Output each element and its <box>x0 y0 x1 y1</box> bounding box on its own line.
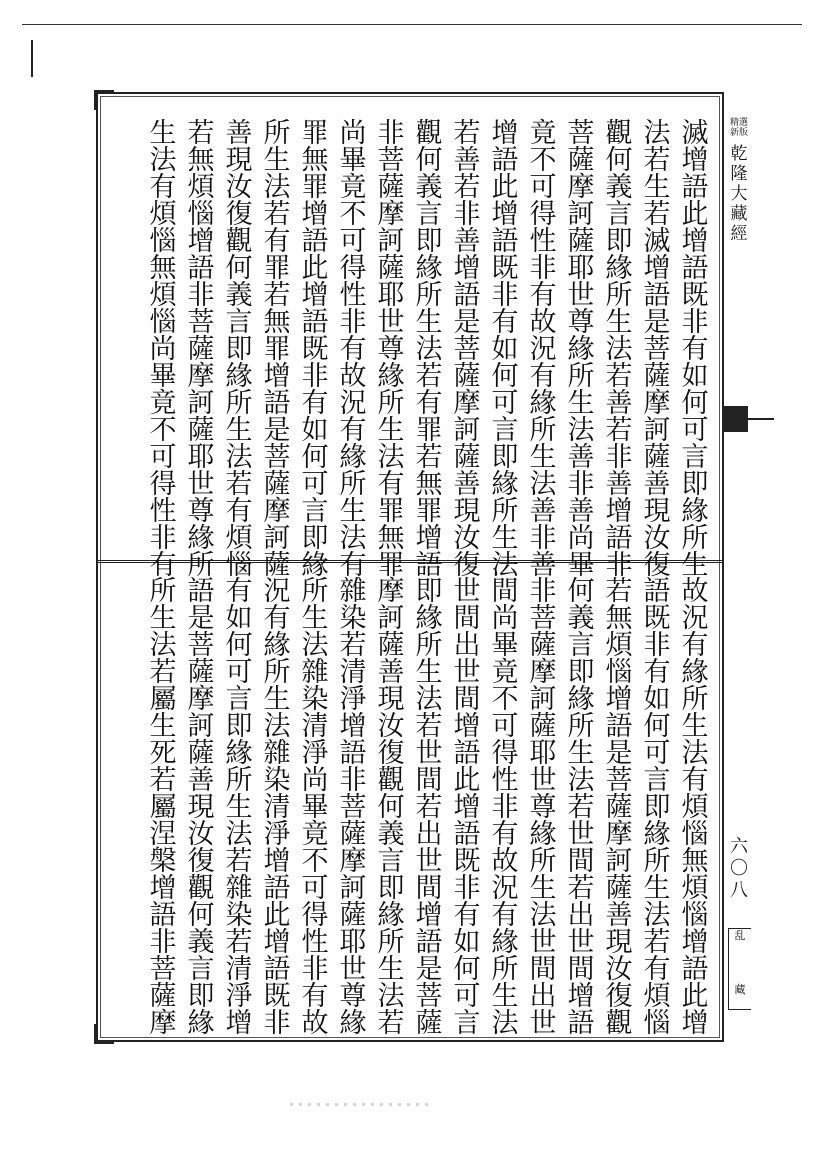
volume-box <box>728 928 751 1010</box>
text-column: 所生法若有罪若無罪增語是菩薩摩訶薩 <box>263 118 291 581</box>
book-title: 乾隆大藏經 <box>730 144 748 244</box>
text-column: 增語此增語既非有如何可言即緣所生法 <box>491 118 519 581</box>
text-column: 所生法若屬生死若屬涅槃增語非菩薩摩 <box>149 576 177 1039</box>
text-column: 滅增語此增語既非有如何可言即緣所生 <box>681 118 709 581</box>
text-column: 尚畢竟不可得性非有故況有緣所生法有 <box>339 118 367 581</box>
text-column: 非菩薩摩訶薩耶世尊緣所生法有罪無罪 <box>377 118 405 581</box>
text-column: 雜染若清淨增語非菩薩摩訶薩耶世尊緣 <box>339 576 367 1039</box>
text-column: 何義言即緣所生法若世間若出世間增語 <box>567 576 595 1039</box>
text-column: 菩薩摩訶薩耶世尊緣所生法善非善尚畢 <box>567 118 595 581</box>
text-column: 觀何義言即緣所生法若善若非善增語非 <box>605 118 633 581</box>
text-column: 若無煩惱增語是菩薩摩訶薩善現汝復觀 <box>605 576 633 1039</box>
text-column: 語既非有如何可言即緣所生法若有煩惱 <box>643 576 671 1039</box>
text-column: 非菩薩摩訶薩耶世尊緣所生法世間出世 <box>529 576 557 1039</box>
binding-mark <box>31 40 33 77</box>
fish-tail-line <box>724 418 774 420</box>
text-column: 即緣所生法若世間若出世間增語是菩薩 <box>415 576 443 1039</box>
text-column: 罪無罪增語此增語既非有如何可言即緣 <box>301 118 329 581</box>
text-column: 若無煩惱增語非菩薩摩訶薩耶世尊緣所 <box>187 118 215 581</box>
text-column: 善現汝復觀何義言即緣所生法若有煩惱 <box>225 118 253 581</box>
text-column: 故況有緣所生法有煩惱無煩惱增語此增 <box>681 576 709 1039</box>
text-column: 摩訶薩善現汝復觀何義言即緣所生法若 <box>377 576 405 1039</box>
volume-char-top: 乱 <box>734 929 746 942</box>
volume-char-bottom: 藏 <box>734 983 746 996</box>
text-column: 況有緣所生法雜染清淨增語此增語既非 <box>263 576 291 1039</box>
frame-corner-ornament <box>94 90 114 110</box>
text-column: 間尚畢竟不可得性非有故況有緣所生法 <box>491 576 519 1039</box>
edition-label: 精選新版 <box>729 118 748 138</box>
text-column: 若善若非善增語是菩薩摩訶薩善現汝復 <box>453 118 481 581</box>
text-column: 語是菩薩摩訶薩善現汝復觀何義言即緣 <box>187 576 215 1039</box>
text-column: 竟不可得性非有故況有緣所生法善非善 <box>529 118 557 581</box>
text-column: 法若生若滅增語是菩薩摩訶薩善現汝復 <box>643 118 671 581</box>
frame-corner-ornament <box>94 1024 114 1044</box>
margin-header <box>728 118 750 244</box>
text-column: 生法有煩惱無煩惱尚畢竟不可得性非有 <box>149 118 177 581</box>
text-column: 觀何義言即緣所生法若有罪若無罪增語 <box>415 118 443 581</box>
top-rule <box>22 24 802 25</box>
text-column: 有如何可言即緣所生法若雜染若清淨增 <box>225 576 253 1039</box>
page-number: 六〇八 <box>730 836 748 901</box>
text-column: 世間出世間增語此增語既非有如何可言 <box>453 576 481 1039</box>
text-column: 所生法雜染清淨尚畢竟不可得性非有故 <box>301 576 329 1039</box>
scan-smudge <box>290 1103 430 1106</box>
